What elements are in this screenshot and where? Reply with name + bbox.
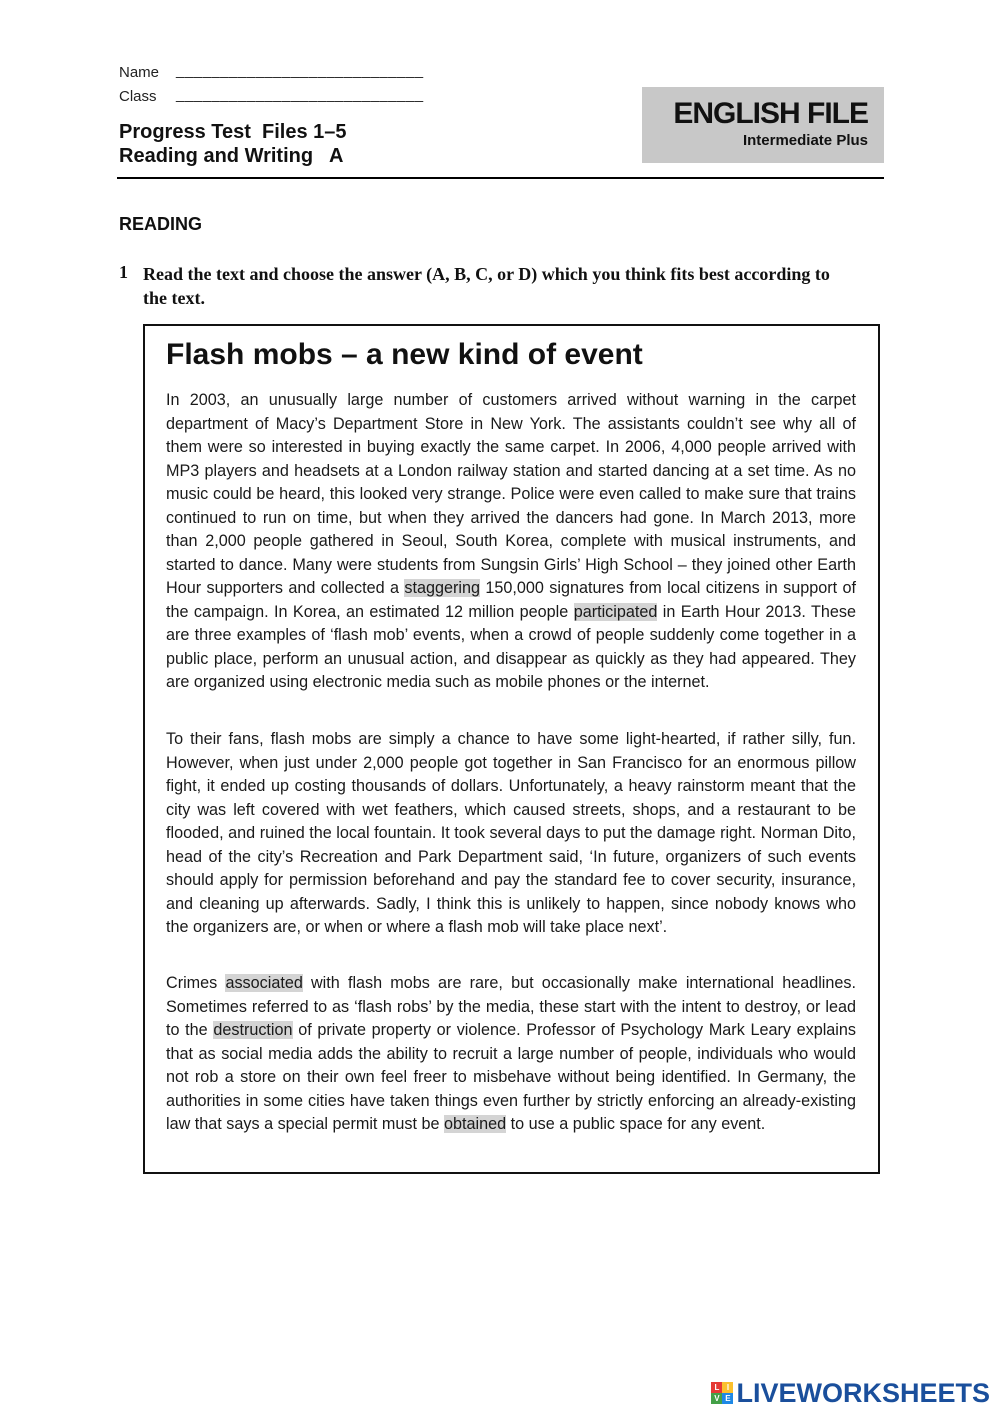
article-paragraph-3 — [166, 972, 856, 1137]
article-paragraph-1 — [166, 389, 856, 695]
test-title-line-1: Progress Test Files 1–5 — [119, 121, 347, 143]
article-paragraph-2: To their fans, flash mobs are simply a chance to have some light-hearted, if rather silly, fun. However, when just under 2,000 people got together in San Francisco for an enormous pillow fight, it ended up costing thousands of dollars. Unfortunately, a heavy rainstorm meant that the city was left covered with wet feathers, which caused streets, shops, and a restaurant to be flooded, and ruined the local fountain. It took several days to put the damage right. Norman Dito, head of the city’s Recreation and Park Department said, ‘In future, organizers of such events should apply for permission beforehand and pay the standard fee to cover security, insurance, and cleaning up afterwards. Sadly, I think this is unlikely to happen, since nobody knows who the organizers are, or when or where a flash mob will take place next’. — [166, 730, 856, 936]
p1-text-c: in Earth Hour 2013. These are three examples of ‘flash mob’ events, when a crowd of people suddenly come together in a public place, perform an unusual action, and disappear as quickly as they had appeared. They are organized using electronic media such as mobile phones or the internet. — [166, 602, 856, 691]
p3-text-d: to use a public space for any event. — [506, 1115, 766, 1133]
p3-text-c: of private property or violence. Professor of Psychology Mark Leary explains that as social media adds the ability to recruit a large number of people, individuals who would not rob a store on their own feel freer to misbehave without being identified. In Germany, the authorities in some cities have taken things even further by strictly enforcing an already-existing law that says a special permit must be — [166, 1021, 856, 1133]
highlight-word-destruction: destruction — [213, 1021, 293, 1039]
question-number: 1 — [119, 262, 128, 282]
test-title-line-2: Reading and Writing A — [119, 145, 344, 167]
test-title — [119, 120, 347, 168]
english-file-logo — [642, 87, 884, 163]
liveworksheets-logo — [711, 1378, 990, 1408]
section-heading: READING — [119, 214, 203, 234]
mark-tile-4: E — [722, 1393, 733, 1404]
question-instruction: Read the text and choose the answer (A, B, C, or D) which you think fits best according to the text. — [143, 264, 830, 308]
highlight-word-staggering: staggering — [404, 579, 480, 597]
mark-tile-2: I — [722, 1382, 733, 1393]
class-label: Class — [119, 88, 157, 105]
liveworksheets-wordmark: LIVEWORKSHEETS — [736, 1377, 990, 1408]
p1-text-b: 150,000 signatures from local citizens in support of the campaign. In Korea, an estimated 12 million people — [166, 579, 857, 621]
name-label: Name — [119, 64, 160, 81]
mark-tile-1: L — [711, 1382, 722, 1393]
brand-title: ENGLISH FILE — [673, 97, 868, 130]
highlight-word-associated: associated — [225, 974, 303, 992]
brand-subtitle: Intermediate Plus — [742, 132, 868, 149]
article-title: Flash mobs – a new kind of event — [166, 338, 643, 371]
p3-text-b: with flash mobs are rare, but occasionally make international headlines. Sometimes referred to as ‘flash robs’ by the media, these start with the intent to destroy, or lead to the — [166, 974, 856, 1039]
liveworksheets-mark-icon — [711, 1382, 733, 1404]
p1-text-a: In 2003, an unusually large number of customers arrived without warning in the carpet department of Macy’s Department Store in New York. The assistants couldn’t see why all of them were so interested in buying exactly the same carpet. In 2006, 4,000 people arrived with MP3 players and headsets at a London railway station and started dancing at a set time. As no music could be heard, this looked very strange. Police were even called to make sure that trains continued to run on time, but when they arrived the dancers had gone. In March 2013, more than 2,000 people gathered in Seoul, South Korea, complete with musical instruments, and started to dance. Many were students from Sungsin Girls’ High School – they joined other Earth Hour supporters and collected a — [166, 391, 856, 597]
header-divider — [117, 177, 884, 179]
p3-text-a: Crimes — [166, 974, 226, 992]
mark-tile-3: V — [711, 1393, 722, 1404]
class-field-line[interactable]: ____________________________ — [176, 86, 424, 103]
name-field-line[interactable]: ____________________________ — [176, 62, 424, 79]
highlight-word-obtained: obtained — [444, 1115, 507, 1133]
highlight-word-participated: participated — [573, 602, 658, 621]
